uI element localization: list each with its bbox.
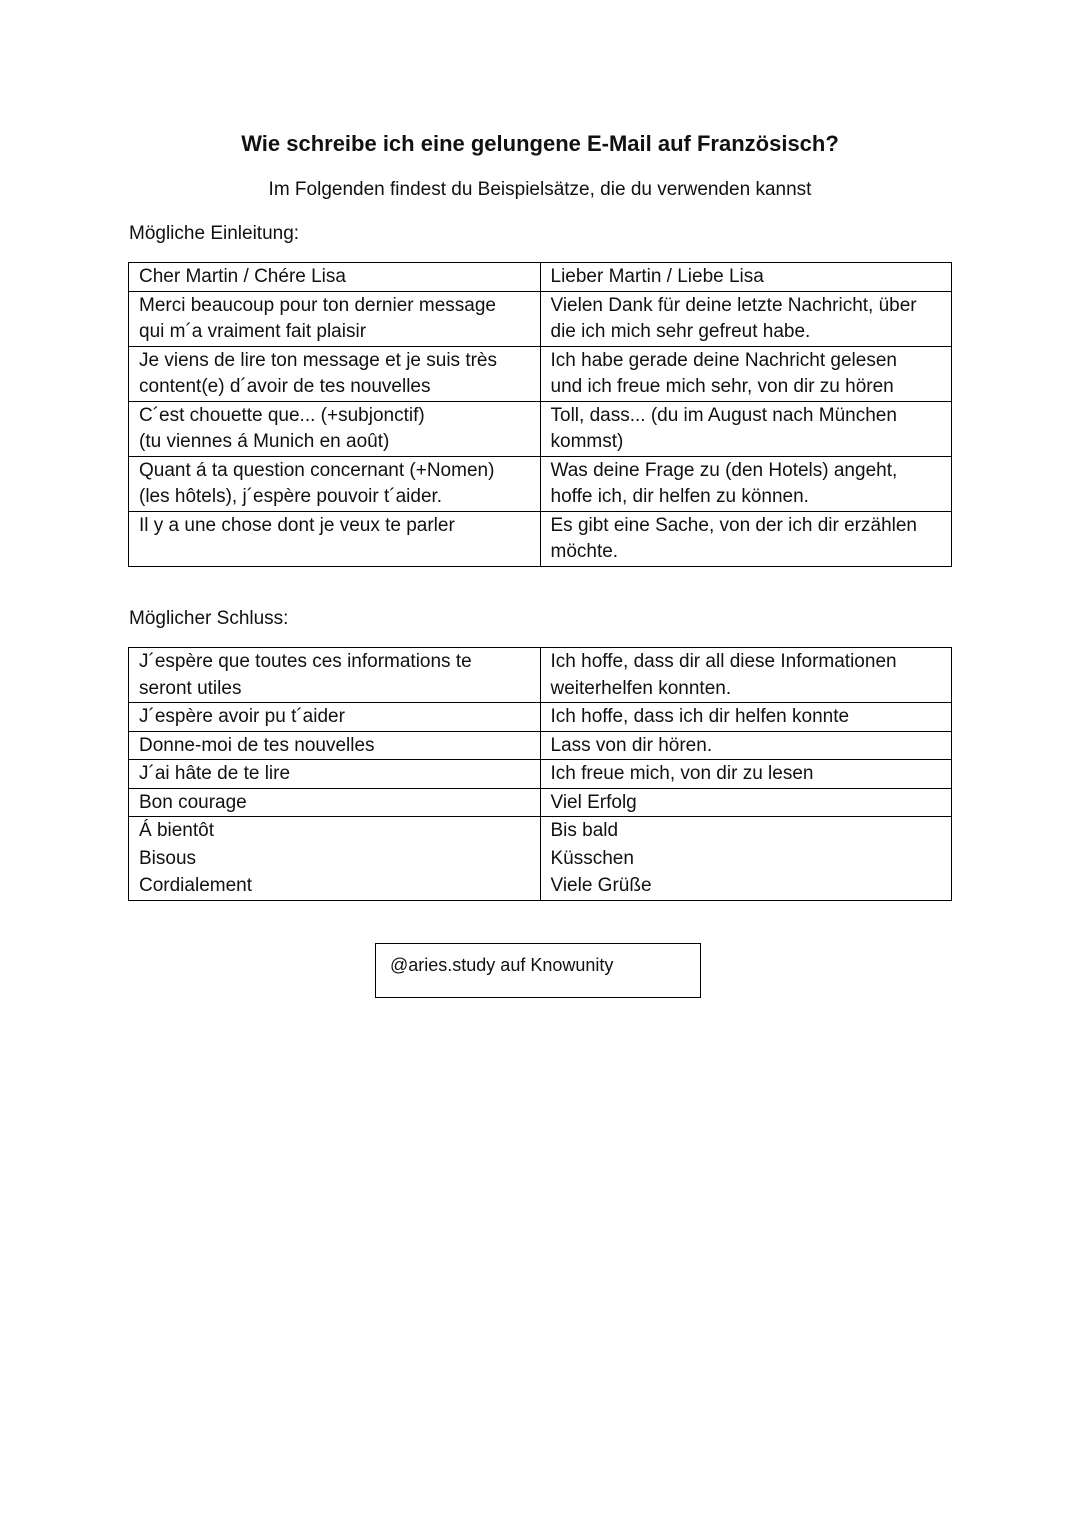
french-phrase: Cher Martin / Chére Lisa — [129, 263, 541, 292]
table-row — [129, 346, 952, 401]
german-translation: Ich freue mich, von dir zu lesen — [540, 760, 952, 789]
german-translation: Lass von dir hören. — [540, 731, 952, 760]
table-row — [129, 703, 952, 732]
table-row — [129, 872, 952, 900]
german-translation: Was deine Frage zu (den Hotels) angeht, hoffe ich, dir helfen zu können. — [540, 456, 952, 511]
german-translation: Lieber Martin / Liebe Lisa — [540, 263, 952, 292]
french-phrase: Il y a une chose dont je veux te parler — [129, 511, 541, 566]
french-phrase: Merci beaucoup pour ton dernier message qui m´a vraiment fait plaisir — [129, 291, 541, 346]
german-translation: Ich hoffe, dass ich dir helfen konnte — [540, 703, 952, 732]
intro-section-label: Mögliche Einleitung: — [129, 223, 300, 244]
german-translation: Es gibt eine Sache, von der ich dir erzählen möchte. — [540, 511, 952, 566]
french-phrase: Quant á ta question concernant (+Nomen) (les hôtels), j´espère pouvoir t´aider. — [129, 456, 541, 511]
table-row — [129, 817, 952, 845]
closing-section-label: Möglicher Schluss: — [129, 608, 289, 629]
french-phrase: C´est chouette que... (+subjonctif) (tu viennes á Munich en août) — [129, 401, 541, 456]
table-row — [129, 263, 952, 292]
table-row — [129, 401, 952, 456]
german-translation: Küsschen — [540, 845, 952, 873]
table-row — [129, 788, 952, 817]
table-row — [129, 456, 952, 511]
french-phrase: Bon courage — [129, 788, 541, 817]
french-phrase: J´espère que toutes ces informations te seront utiles — [129, 648, 541, 703]
page-title: Wie schreibe ich eine gelungene E-Mail auf Französisch? — [241, 131, 839, 156]
table-row — [129, 291, 952, 346]
german-translation: Bis bald — [540, 817, 952, 845]
german-translation: Ich habe gerade deine Nachricht gelesen und ich freue mich sehr, von dir zu hören — [540, 346, 952, 401]
credit-box — [375, 943, 701, 998]
closing-phrase-table — [128, 647, 952, 901]
german-translation: Vielen Dank für deine letzte Nachricht, über die ich mich sehr gefreut habe. — [540, 291, 952, 346]
intro-phrase-table — [128, 262, 952, 567]
table-row — [129, 731, 952, 760]
french-phrase: Bisous — [129, 845, 541, 873]
french-phrase: Cordialement — [129, 872, 541, 900]
french-phrase: Donne-moi de tes nouvelles — [129, 731, 541, 760]
french-phrase: Je viens de lire ton message et je suis très content(e) d´avoir de tes nouvelles — [129, 346, 541, 401]
german-translation: Viel Erfolg — [540, 788, 952, 817]
french-phrase: J´espère avoir pu t´aider — [129, 703, 541, 732]
french-phrase: J´ai hâte de te lire — [129, 760, 541, 789]
german-translation: Viele Grüße — [540, 872, 952, 900]
german-translation: Ich hoffe, dass dir all diese Informationen weiterhelfen konnten. — [540, 648, 952, 703]
table-row — [129, 648, 952, 703]
table-row — [129, 845, 952, 873]
table-row — [129, 511, 952, 566]
german-translation: Toll, dass... (du im August nach München kommst) — [540, 401, 952, 456]
table-row — [129, 760, 952, 789]
credit-text: @aries.study auf Knowunity — [390, 955, 614, 975]
page-subtitle: Im Folgenden findest du Beispielsätze, die du verwenden kannst — [268, 179, 812, 200]
french-phrase: Á bientôt — [129, 817, 541, 845]
